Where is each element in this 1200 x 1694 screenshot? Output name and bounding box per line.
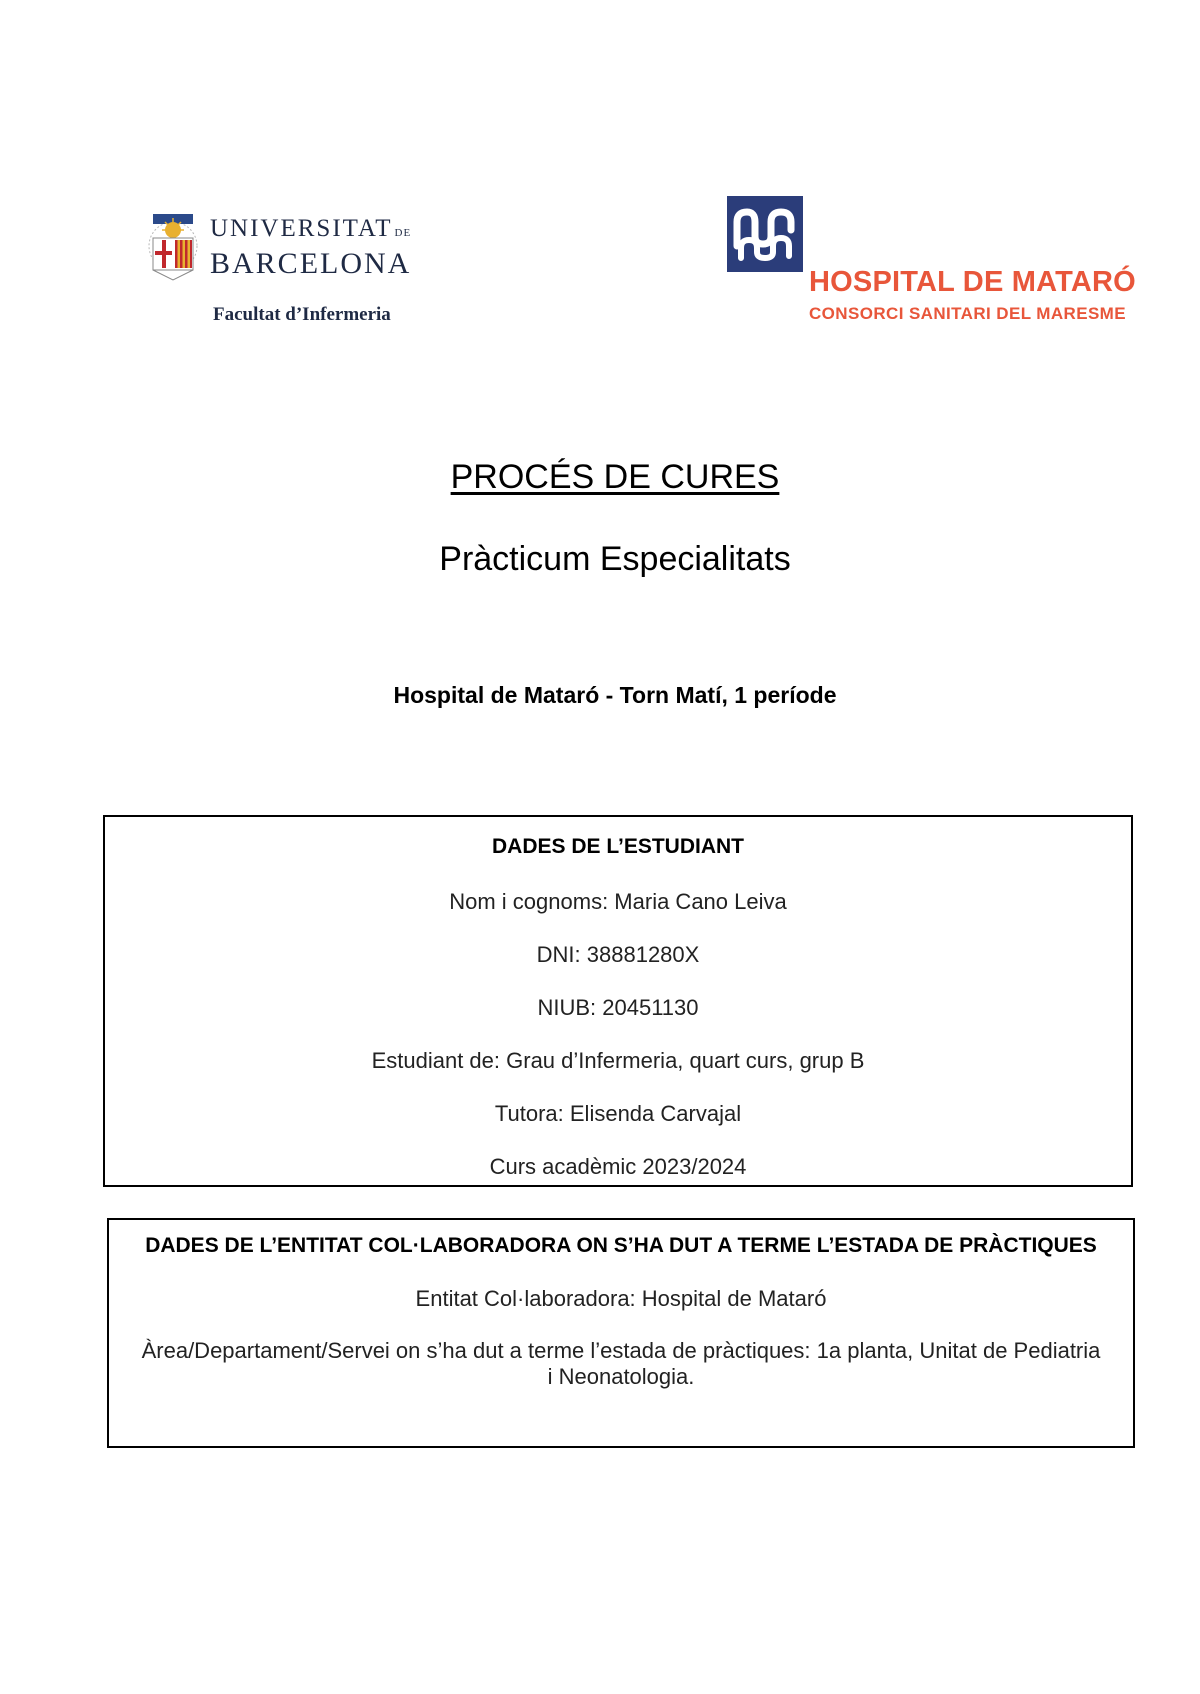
student-dni: DNI: 38881280X [536,942,700,967]
student-studies: Estudiant de: Grau d’Infermeria, quart curs, grup B [371,1048,865,1073]
student-name: Nom i cognoms: Maria Cano Leiva [449,889,787,914]
ub-line1: UNIVERSITAT [210,215,393,242]
ub-wordmark [210,214,411,280]
document-title: PROCÉS DE CURES [450,458,780,496]
student-data-box [103,815,1133,1187]
ub-line2: BARCELONA [210,247,412,280]
student-tutor: Tutora: Elisenda Carvajal [494,1101,742,1126]
hospital-name: HOSPITAL DE MATARÓ [809,266,1136,298]
ub-faculty: Facultat d’Infermeria [213,304,391,325]
ub-line1-suffix: DE [394,227,412,239]
document-location: Hospital de Mataró - Torn Matí, 1 període [393,682,837,708]
hospital-subtitle: CONSORCI SANITARI DEL MARESME [809,304,1126,323]
student-niub: NIUB: 20451130 [537,995,699,1020]
entity-data-box [107,1218,1135,1448]
hospital-logo [727,196,1167,326]
document-subtitle: Pràcticum Especialitats [439,540,791,578]
student-heading: DADES DE L’ESTUDIANT [491,835,745,858]
entity-name: Entitat Col·laboradora: Hospital de Mataró [415,1286,827,1311]
hospital-mark-icon [727,196,803,272]
ub-logo [148,208,438,328]
ub-shield-icon [148,208,198,284]
student-year: Curs acadèmic 2023/2024 [489,1154,747,1179]
entity-heading: DADES DE L’ENTITAT COL·LABORADORA ON S’HA DUT A TERME L’ESTADA DE PRÀCTIQUES [145,1234,1097,1257]
entity-area: Àrea/Departament/Servei on s’ha dut a terme l’estada de pràctiques: 1a planta, Unitat de Pediatria i Neonatologia. [141,1338,1101,1389]
